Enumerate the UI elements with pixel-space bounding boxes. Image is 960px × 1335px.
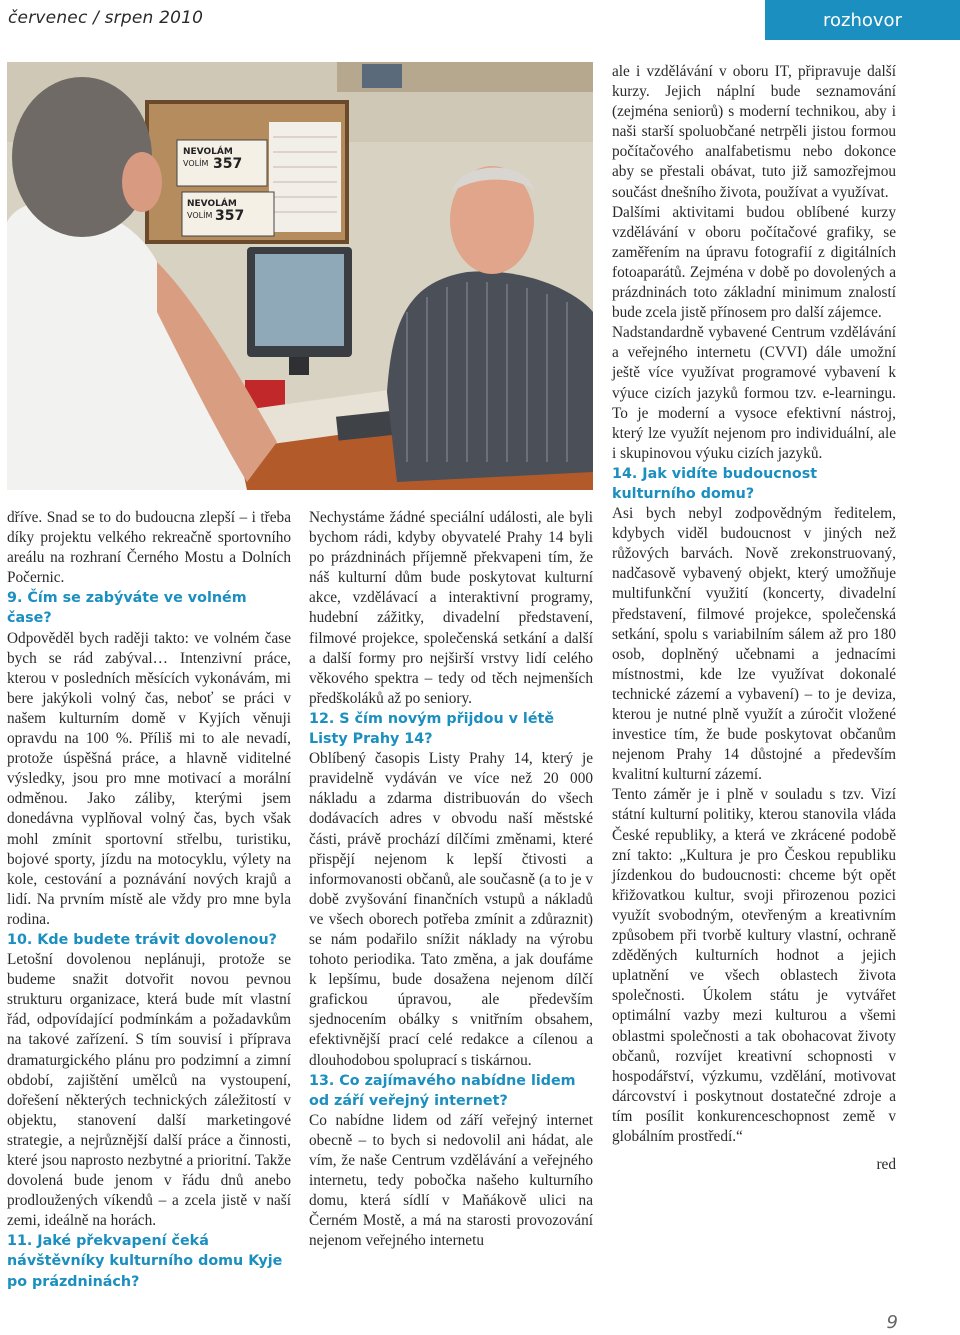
article-paragraph: Oblíbený časopis Listy Prahy 14, který je pravidelně vydáván ve více než 20 000 nákladu a zdarma distribuován do všech dodávacích adres v obvodu naší městské části, právě prochází dílčími změnami, které přispějí nejenom k lepší čtivosti a informovanosti občanů, ale současně (a to je v době zvyšování finančních vstupů a nákladů ve všech oborech potřeba zmínit a zdůraznit) se nám podařilo snížit náklady na výrobu tohoto periodika. Tato změna, a jak doufáme k lepšímu, bude dosažena nejenom dílčí grafickou úpravou, ale především sjednocením obálky s vnitřním obsahem, efektivnější prací celé redakce a cílenou a dlouhodobou spoluprací s tiskárnou. (309, 750, 593, 1069)
article-column-3 (612, 62, 896, 1175)
sign-text: NEVOLÁM (183, 147, 233, 157)
interview-question: 12. S čím novým přijdou v létě Listy Prahy 14? (309, 710, 555, 748)
interview-question: 10. Kde budete trávit dovolenou? (7, 931, 277, 948)
sign-text: VOLÍM (187, 211, 213, 220)
article-paragraph: Odpověděl bych raději takto: ve volném čase bych se rád zabýval… Intenzivní práce, kterou v posledních měsících vykonávám, mi bere jakýkoli volný čas, neboť se práci v našem kulturním domě v Kyjích věnuji opravdu na 100 %. Příliš mi to ale nevadí, protože úspěšná práce, a hlavně viditelné výsledky, jsou pro mne motivací a morální odměnou. Jako záliby, kterými jsem donedávna vyplňoval volný čas, bych však mohl zmínit sportovní střelbu, turistiku, bojové sporty, jízdu na motocyklu, výlety na kole, cestování a poznávání nových krajů a lidí. Na prvním místě ale vždy pro mne byla rodina. (7, 629, 291, 928)
article-paragraph: Nechystáme žádné speciální události, ale byli bychom rádi, kdyby obyvatelé Prahy 14 byli po prázdninách příjemně překvapeni tím, že náš kulturní dům bude poskytovat kulturní akce, vzdělávací a interaktivní programy, hudební zážitky, divadelní představení, filmové projekce, společenská setkání a další a další formy pro nejširší vrstvy lidí celého věkového spektra – tedy od těch nejmenších předškoláků až po seniory. (309, 509, 593, 707)
interview-photo (7, 62, 593, 490)
article-paragraph: Tento záměr je i plně v souladu s tzv. Vizí státní kulturní politiky, kterou stanovila vláda České republiky, a která ve zkrácené podobě zní takto: „Kultura je pro Českou republiku jízdenkou do budoucnosti: chceme být opět křižovatkou kultur, svoji přirozenou pozici využít svobodným, otevřeným a kreativním způsobem při tvorbě kultury vlastní, ochraně zděděných kulturních hodnot a jejich uplatnění ve všech oblastech života společnosti. Úkolem státu je vytvářet optimální vazby mezi kulturou a všemi oblastmi společnosti a tak obohacovat životy občanů, rozvíjet kreativní schopnosti v hospodářství, výzkumu, vzdělání, motivovat dárcovství i poskytnout dostatečné zdroje a tím posílit konkurenceschopnost země v globálním prostředí.“ (612, 786, 896, 1145)
article-column-1 (7, 508, 291, 1292)
article-paragraph: Dalšími aktivitami budou oblíbené kurzy vzdělávání v oboru počítačové grafiky, se zaměřením na úpravu fotografií z digitálních fotoaparátů. Zejména v době po dovolených a prázdninách toto základní minimum znalostí bude zcela jistě přínosem pro další zájemce. (612, 203, 896, 322)
article-paragraph: Asi bych nebyl zodpovědným ředitelem, kdybych viděl budoucnost v jiných než růžových barvách. Nově zrekonstruovaný, nadčasově vybavený objekt, který umožňuje multifunkční využití (koncerty, divadelní představení, filmové projekce, společenská setkání, spolu s variabilním sálem až pro 180 osob, doplněný učebnami a jednacími místnostmi, kde lze využívat dokonalé technické zázemí a vybavení) – to je deviza, kterou je nutné plně využít a zúročit vložené investice tím, že bude poskytovat občanům nejenom Prahy 14 důstojné a především kvalitní kulturní zázemí. (612, 505, 896, 784)
sign-text: NEVOLÁM (187, 199, 237, 209)
page-number: 9 (886, 1312, 898, 1333)
sign-number: 357 (213, 156, 243, 172)
article-paragraph: ale i vzdělávání v oboru IT, připravuje další kurzy. Jejich náplní bude seznamování (zejména seniorů) s moderní technikou, aby i naši starší spoluobčané netrpěli jistou formou počítačového analfabetismu nebo dokonce aby se přestali obávat, tuto již samozřejmou součást dnešního života, používat a využívat. (612, 63, 896, 201)
interview-question: 9. Čím se zabýváte ve volném čase? (7, 590, 247, 627)
sign-number: 357 (215, 208, 245, 224)
interview-question: 13. Co zajímavého nabídne lidem od září veřejný internet? (309, 1072, 576, 1109)
interview-question: 11. Jaké překvapení čeká návštěvníky kulturního domu Kyje po prázdninách? (7, 1233, 283, 1290)
interview-question: 14. Jak vidíte budoucnost kulturního domu? (612, 465, 818, 502)
article-paragraph: Co nabídne lidem od září veřejný internet obecně – to bych si nedovolil ani hádat, ale vím, že naše Centrum vzdělávání a veřejného internetu, tedy pobočka našeho kulturního domu, která sídlí v Maňákově ulici na Černém Mostě, a má na starosti provozování nejenom veřejného internetu (309, 1111, 593, 1250)
issue-date: červenec / srpen 2010 (8, 8, 204, 28)
article-column-2 (309, 508, 593, 1251)
article-paragraph: dříve. Snad se to do budoucna zlepší – i třeba díky projektu velkého rekreačně sportovního areálu na rozhraní Černého Mostu a Dolních Počernic. (7, 509, 291, 587)
article-paragraph: Letošní dovolenou neplánuji, protože se budeme snažit dotvořit novou pevnou strukturu organizace, která bude mít vlastní řád, odpovídající podmínkám a požadavkům na takové zařízení. S tím souvisí i příprava dramaturgického plánu pro podzimní a zimní období, zajištění umělců na vystoupení, dořešení některých technických záležitostí v objektu, stanovení další marketingové strategie, a nejrůznější další práce a činnosti, které jsou naprosto nezbytné a prioritní. Takže dovolená bude jenom v řádu dnů anebo prodloužených víkendů – a zcela jistě v naší zemi, ideálně na horách. (7, 951, 291, 1230)
article-paragraph: Nadstandardně vybavené Centrum vzdělávání a veřejného internetu (CVVI) dále umožní ještě více využívat programové vybavení k výuce cizích jazyků formou tzv. e-learningu. To je moderní a vysoce efektivní nástroj, který lze využít nejenom pro individuální, ale i skupinovou výuku cizích jazyků. (612, 324, 896, 462)
section-rubric: rozhovor (765, 0, 960, 40)
sign-text: VOLÍM (183, 159, 209, 168)
author-signature: red (876, 1156, 896, 1174)
office-scene-illustration (7, 62, 593, 490)
